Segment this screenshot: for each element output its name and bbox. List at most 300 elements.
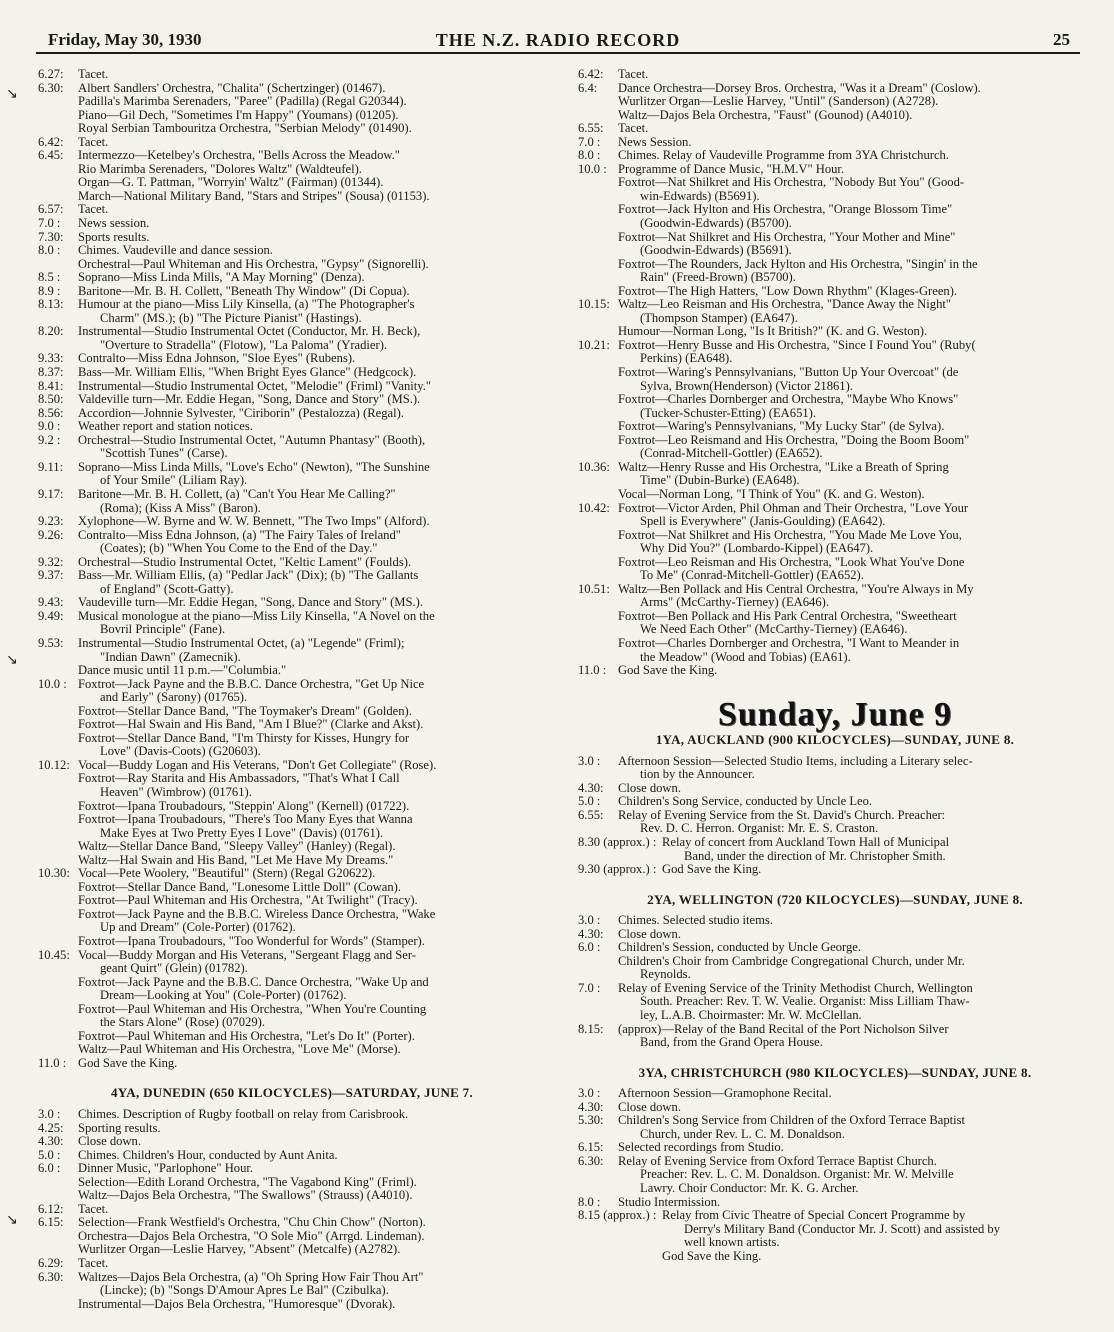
entry-time: 10.21:	[578, 337, 610, 352]
entry-time: 4.25:	[38, 1120, 64, 1135]
entry-line: Derry's Military Band (Conductor Mr. J. Scott) and assisted by	[684, 1222, 1001, 1236]
entry-body	[78, 488, 546, 515]
entry-line: Vocal—Buddy Morgan and His Veterans, "Sergeant Flagg and Ser-	[78, 948, 416, 962]
programme-entry	[38, 610, 546, 637]
entry-body	[78, 1057, 546, 1071]
entry-line: Baritone—Mr. B. H. Collett, (a) "Can't You Hear Me Calling?"	[78, 487, 396, 501]
entry-body	[78, 82, 546, 136]
programme-entry	[578, 809, 1092, 836]
entry-line: Bovril Principle" (Fane).	[100, 623, 226, 637]
entry-body	[618, 941, 1092, 982]
entry-line: Love" (Davis-Coots) (G20603).	[100, 745, 261, 759]
programme-entry	[578, 1196, 1092, 1210]
entry-time: 7.0 :	[38, 216, 61, 231]
entry-line: Foxtrot—Charles Dornberger and Orchestra, "I Want to Meander in	[618, 636, 960, 650]
programme-entry	[38, 231, 546, 245]
entry-line: Band, under the direction of Mr. Christopher Smith.	[684, 849, 946, 863]
entry-line: Foxtrot—Stellar Dance Band, "The Toymaker's Dream" (Golden).	[78, 704, 412, 718]
entry-line: Foxtrot—Charles Dornberger and Orchestra, "Maybe Who Knows"	[618, 393, 959, 407]
programme-entry	[38, 407, 546, 421]
entry-body	[78, 1108, 546, 1122]
entry-body	[78, 637, 546, 678]
entry-body	[618, 1196, 1092, 1210]
entry-line: Soprano—Miss Linda Mills, "Love's Echo" (Newton), "The Sunshine	[78, 460, 430, 474]
entry-body	[78, 1149, 546, 1163]
entry-line: Foxtrot—The Rounders, Jack Hylton and His Orchestra, "Singin' in the	[618, 257, 978, 271]
entry-body	[78, 610, 546, 637]
entry-line: "Overture to Stradella" (Flotow), "La Paloma" (Yradier).	[100, 338, 388, 352]
entry-line: To Me" (Conrad-Mitchell-Gottler) (EA652).	[640, 569, 864, 583]
entry-line: Close down.	[618, 927, 681, 941]
entry-line: Contralto—Miss Edna Johnson, (a) "The Fairy Tales of Ireland"	[78, 528, 401, 542]
programme-entry	[38, 556, 546, 570]
entry-line: Instrumental—Studio Instrumental Octet (Conductor, Mr. H. Beck),	[78, 325, 421, 339]
entry-line: Foxtrot—Jack Hylton and His Orchestra, "Orange Blossom Time"	[618, 203, 953, 217]
entry-line: Royal Serbian Tambouritza Orchestra, "Serbian Melody" (01490).	[78, 122, 412, 136]
programme-entry	[578, 795, 1092, 809]
entry-time: 8.30 (approx.) :	[578, 834, 657, 849]
entry-line: Tacet.	[618, 122, 649, 136]
margin-mark: ↘	[6, 652, 18, 668]
programme-entry	[578, 941, 1092, 982]
entry-line: Waltz—Hal Swain and His Band, "Let Me Have My Dreams."	[78, 853, 394, 867]
entry-line: Rain" (Freed-Brown) (B5700).	[640, 271, 796, 285]
entry-body	[78, 596, 546, 610]
programme-entry	[38, 1108, 546, 1122]
programme-entry	[38, 380, 546, 394]
entry-line: Foxtrot—The High Hatters, "Low Down Rhythm" (Klages-Green).	[618, 284, 958, 298]
entry-line: (Tucker-Schuster-Etting) (EA651).	[640, 406, 817, 420]
entry-line: Weather report and station notices.	[78, 420, 253, 434]
entry-line: Piano—Gil Dech, "Sometimes I'm Happy" (Youmans) (01205).	[78, 108, 399, 122]
programme-entry	[38, 1122, 546, 1136]
entry-time: 9.43:	[38, 595, 64, 610]
entry-body	[78, 136, 546, 150]
programme-entry	[578, 583, 1092, 664]
sunday-title: Sunday, June 9	[717, 695, 953, 733]
programme-entry	[38, 325, 546, 352]
entry-time: 6.15:	[578, 1140, 604, 1155]
entry-line: Perkins) (EA648).	[640, 352, 733, 366]
margin-mark: ↘	[6, 1212, 18, 1228]
entry-time: 8.9 :	[38, 283, 61, 298]
entry-line: Foxtrot—Stellar Dance Band, "I'm Thirsty for Kisses, Hungry for	[78, 731, 410, 745]
programme-entry	[38, 285, 546, 299]
entry-time: 8.56:	[38, 405, 64, 420]
entry-body	[618, 149, 1092, 163]
entry-line: Padilla's Marimba Serenaders, "Paree" (Padilla) (Regal G20344).	[78, 95, 407, 109]
entry-time: 6.0 :	[38, 1161, 61, 1176]
entry-line: Baritone—Mr. B. H. Collett, "Beneath Thy Window" (Di Copua).	[78, 284, 410, 298]
entry-time: 5.0 :	[38, 1147, 61, 1162]
entry-line: Afternoon Session—Selected Studio Items, including a Literary selec-	[618, 754, 973, 768]
entry-line: Band, from the Grand Opera House.	[640, 1036, 823, 1050]
entry-body	[78, 529, 546, 556]
entry-body	[78, 366, 546, 380]
entry-line: Relay from Civic Theatre of Special Concert Programme by	[662, 1209, 966, 1223]
programme-entry	[38, 569, 546, 596]
entry-line: "Scottish Tunes" (Carse).	[100, 447, 228, 461]
programme-entry	[38, 488, 546, 515]
entry-line: Foxtrot—Paul Whiteman and His Orchestra, "At Twilight" (Tracy).	[78, 894, 418, 908]
entry-body	[618, 583, 1092, 664]
entry-time: 10.15:	[578, 297, 610, 312]
programme-entry	[38, 596, 546, 610]
entry-line: the Stars Alone" (Rose) (07029).	[100, 1016, 265, 1030]
entry-time: 6.57:	[38, 202, 64, 217]
entry-line: Selected recordings from Studio.	[618, 1141, 784, 1155]
entry-time: 8.0 :	[578, 1194, 601, 1209]
entry-line: Reynolds.	[640, 968, 691, 982]
programme-entry	[578, 136, 1092, 150]
programme-entry	[578, 1141, 1092, 1155]
entry-line: win-Edwards) (B5691).	[640, 189, 760, 203]
programme-entry	[578, 836, 1092, 863]
programme-entry	[578, 664, 1092, 678]
entry-time: 8.5 :	[38, 270, 61, 285]
entry-line: Close down.	[618, 781, 681, 795]
entry-body	[78, 68, 546, 82]
entry-body	[662, 1209, 1092, 1263]
entry-body	[78, 1162, 546, 1203]
entry-time: 8.20:	[38, 324, 64, 339]
entry-body	[618, 339, 1092, 461]
programme-entry	[38, 136, 546, 150]
entry-time: 9.26:	[38, 527, 64, 542]
entry-line: Studio Intermission.	[618, 1195, 721, 1209]
entry-line: Dance Orchestra—Dorsey Bros. Orchestra, "Was it a Dream" (Coslow).	[618, 81, 981, 95]
entry-line: Church, under Rev. L. C. M. Donaldson.	[640, 1127, 845, 1141]
entry-line: Wurlitzer Organ—Leslie Harvey, "Until" (Sanderson) (A2728).	[618, 95, 939, 109]
entry-time: 10.0 :	[578, 161, 607, 176]
entry-line: (Lincke); (b) "Songs D'Amour Apres Le Bal" (Czibulka).	[100, 1284, 389, 1298]
entry-time: 6.30:	[38, 80, 64, 95]
entry-line: Heaven" (Wimbrow) (01761).	[100, 785, 252, 799]
entry-time: 5.0 :	[578, 794, 601, 809]
programme-entry	[578, 339, 1092, 461]
programme-entry	[38, 867, 546, 948]
programme-listing-christchurch	[578, 1087, 1092, 1263]
entry-line: We Need Each Other" (McCarthy-Tierney) (EA646).	[640, 623, 908, 637]
entry-time: 5.30:	[578, 1113, 604, 1128]
entry-time: 9.37:	[38, 568, 64, 583]
entry-line: Foxtrot—Nat Shilkret and His Orchestra, "Your Mother and Mine"	[618, 230, 956, 244]
entry-line: (Goodwin-Edwards) (B5691).	[640, 244, 792, 258]
entry-time: 10.45:	[38, 947, 70, 962]
entry-body	[78, 407, 546, 421]
entry-line: Relay of Evening Service from the St. David's Church. Preacher:	[618, 808, 946, 822]
programme-entry	[578, 1087, 1092, 1101]
entry-line: Foxtrot—Leo Reisman and His Orchestra, "Look What You've Done	[618, 555, 965, 569]
programme-entry	[578, 1209, 1092, 1263]
entry-line: Orchestral—Studio Instrumental Octet, "Keltic Lament" (Foulds).	[78, 555, 412, 569]
programme-entry	[38, 420, 546, 434]
programme-entry	[578, 1023, 1092, 1050]
entry-line: Foxtrot—Stellar Dance Band, "Lonesome Little Doll" (Cowan).	[78, 880, 401, 894]
entry-time: 9.32:	[38, 554, 64, 569]
entry-time: 3.0 :	[38, 1107, 61, 1122]
entry-line: Waltz—Dajos Bela Orchestra, "The Swallows" (Strauss) (A4010).	[78, 1189, 413, 1203]
entry-line: Time" (Dubin-Burke) (EA648).	[640, 474, 800, 488]
entry-line: tion by the Announcer.	[640, 768, 755, 782]
entry-body	[618, 298, 1092, 339]
entry-line: South. Preacher: Rev. T. W. Vealie. Organist: Miss Lilliam Thaw-	[640, 995, 970, 1009]
programme-entry	[38, 68, 546, 82]
entry-time: 6.42:	[578, 67, 604, 81]
entry-body	[78, 759, 546, 867]
entry-body	[618, 795, 1092, 809]
entry-line: Humour at the piano—Miss Lily Kinsella, (a) "The Photographer's	[78, 298, 415, 312]
entry-body	[618, 782, 1092, 796]
entry-line: Instrumental—Dajos Bela Orchestra, "Humoresque" (Dvorak).	[78, 1297, 396, 1311]
entry-time: 9.30 (approx.) :	[578, 862, 657, 877]
entry-line: Waltz—Leo Reisman and His Orchestra, "Dance Away the Night"	[618, 298, 952, 312]
entry-line: Foxtrot—Ipana Troubadours, "Too Wonderful for Words" (Stamper).	[78, 935, 425, 948]
programme-entry	[38, 366, 546, 380]
entry-line: Albert Sandlers' Orchestra, "Chalita" (Schertzinger) (01467).	[78, 81, 386, 95]
entry-line: (Goodwin-Edwards) (B5700).	[640, 217, 792, 231]
entry-line: Tacet.	[618, 68, 649, 81]
entry-body	[78, 420, 546, 434]
entry-time: 6.0 :	[578, 940, 601, 955]
entry-line: Chimes. Vaudeville and dance session.	[78, 244, 273, 258]
entry-time: 11.0 :	[38, 1055, 67, 1070]
entry-line: ley, L.A.B. Choirmaster: Mr. W. McClellan.	[640, 1009, 862, 1022]
entry-line: Orchestra—Dajos Bela Orchestra, "O Sole Mio" (Arrgd. Lindeman).	[78, 1229, 425, 1243]
entry-time: 9.17:	[38, 486, 64, 501]
entry-body	[618, 1101, 1092, 1115]
programme-entry	[38, 1162, 546, 1203]
entry-line: Foxtrot—Victor Arden, Phil Ohman and Their Orchestra, "Love Your	[618, 501, 969, 515]
entry-time: 7.0 :	[578, 980, 601, 995]
entry-body	[78, 461, 546, 488]
entry-time: 8.0 :	[38, 243, 61, 258]
entry-line: Orchestral—Studio Instrumental Octet, "Autumn Phantasy" (Booth),	[78, 433, 426, 447]
programme-entry	[38, 1257, 546, 1271]
entry-line: Selection—Frank Westfield's Orchestra, "Chu Chin Chow" (Norton).	[78, 1216, 426, 1230]
entry-line: Foxtrot—Paul Whiteman and His Orchestra, "When You're Counting	[78, 1002, 427, 1016]
entry-line: Accordion—Johnnie Sylvester, "Ciriborin" (Pestalozza) (Regal).	[78, 406, 404, 420]
entry-line: Soprano—Miss Linda Mills, "A May Morning" (Denza).	[78, 271, 365, 285]
programme-entry	[38, 434, 546, 461]
entry-body	[618, 163, 1092, 298]
programme-entry	[38, 678, 546, 759]
entry-line: and Early" (Sarony) (01765).	[100, 691, 248, 705]
entry-line: Tacet.	[78, 135, 109, 149]
entry-body	[78, 380, 546, 394]
programme-entry	[38, 461, 546, 488]
programme-entry	[578, 863, 1092, 877]
entry-time: 6.55:	[578, 807, 604, 822]
entry-time: 8.50:	[38, 392, 64, 407]
entry-body	[618, 1087, 1092, 1101]
entry-line: Foxtrot—Waring's Pennsylvanians, "My Lucky Star" (de Sylva).	[618, 420, 945, 434]
entry-line: March—National Military Band, "Stars and Stripes" (Sousa) (01153).	[78, 189, 430, 203]
entry-line: Musical monologue at the piano—Miss Lily Kinsella, "A Novel on the	[78, 609, 435, 623]
entry-line: Chimes. Children's Hour, conducted by Aunt Anita.	[78, 1148, 338, 1162]
entry-body	[618, 502, 1092, 583]
entry-line: Spell is Everywhere" (Janis-Goulding) (EA642).	[640, 515, 886, 529]
entry-body	[78, 1122, 546, 1136]
programme-entry	[578, 122, 1092, 136]
entry-body	[78, 867, 546, 948]
programme-entry	[578, 782, 1092, 796]
entry-time: 10.51:	[578, 581, 610, 596]
entry-line: Foxtrot—Ben Pollack and His Park Central Orchestra, "Sweetheart	[618, 609, 957, 623]
entry-line: Close down.	[618, 1100, 681, 1114]
entry-body	[78, 1271, 546, 1312]
programme-entry	[578, 502, 1092, 583]
programme-entry	[38, 949, 546, 1057]
entry-time: 9.33:	[38, 351, 64, 366]
programme-entry	[578, 163, 1092, 298]
page-header	[36, 28, 1080, 54]
entry-time: 9.53:	[38, 635, 64, 650]
entry-line: Bass—Mr. William Ellis, "When Bright Eyes Glance" (Hedgcock).	[78, 366, 417, 380]
entry-body	[618, 1023, 1092, 1050]
entry-line: Preacher: Rev. L. C. M. Donaldson. Organist: Mr. W. Melville	[640, 1168, 954, 1182]
entry-line: Intermezzo—Ketelbey's Orchestra, "Bells Across the Meadow."	[78, 149, 400, 163]
entry-time: 9.0 :	[38, 419, 61, 434]
entry-time: 6.4:	[578, 80, 598, 95]
entry-line: Foxtrot—Nat Shilkret and His Orchestra, "You Made Me Love You,	[618, 528, 962, 542]
programme-entry	[38, 529, 546, 556]
entry-line: Waltz—Henry Russe and His Orchestra, "Like a Breath of Spring	[618, 460, 949, 474]
entry-line: Organ—G. T. Pattman, "Worryin' Waltz" (Fairman) (01344).	[78, 176, 384, 190]
entry-line: Sporting results.	[78, 1121, 161, 1135]
entry-time: 4.30:	[578, 926, 604, 941]
entry-line: of Your Smile" (Liliam Ray).	[100, 474, 248, 488]
entry-body	[78, 231, 546, 245]
entry-line: Foxtrot—Nat Shilkret and His Orchestra, "Nobody But You" (Good-	[618, 176, 965, 190]
section-heading-wellington: 2YA, WELLINGTON (720 KILOCYCLES)—SUNDAY, JUNE 8.	[647, 891, 1023, 907]
entry-time: 4.30:	[578, 780, 604, 795]
entry-time: 10.42:	[578, 500, 610, 515]
entry-line: Up and Dream" (Cole-Porter) (01762).	[100, 921, 296, 935]
entry-line: Rev. D. C. Herron. Organist: Mr. E. S. Craston.	[640, 822, 879, 836]
entry-body	[78, 244, 546, 271]
entry-body	[78, 285, 546, 299]
entry-line: Tacet.	[78, 1257, 109, 1271]
programme-listing	[578, 68, 1092, 678]
entry-body	[618, 136, 1092, 150]
entry-line: Sylva, Brown(Henderson) (Victor 21861).	[640, 379, 853, 393]
entry-line: News session.	[78, 217, 150, 231]
entry-body	[78, 949, 546, 1057]
entry-line: Rio Marimba Serenaders, "Dolores Waltz" (Waldteufel).	[78, 162, 362, 176]
entry-line: Selection—Edith Lorand Orchestra, "The Vagabond King" (Friml).	[78, 1175, 417, 1189]
entry-line: Children's Session, conducted by Uncle George.	[618, 941, 862, 955]
entry-time: 6.12:	[38, 1201, 64, 1216]
entry-line: Sports results.	[78, 230, 150, 244]
entry-time: 10.0 :	[38, 676, 67, 691]
entry-body	[618, 982, 1092, 1023]
programme-entry	[38, 298, 546, 325]
entry-line: News Session.	[618, 135, 692, 149]
entry-line: Lawry. Choir Conductor: Mr. K. G. Archer.	[640, 1182, 859, 1196]
programme-entry	[38, 1149, 546, 1163]
entry-body	[78, 393, 546, 407]
programme-entry	[578, 755, 1092, 782]
entry-time: 11.0 :	[578, 663, 607, 678]
entry-line: Foxtrot—Ray Starita and His Ambassadors, "That's What I Call	[78, 772, 400, 786]
programme-entry	[578, 982, 1092, 1023]
programme-entry	[38, 82, 546, 136]
entry-body	[78, 217, 546, 231]
programme-listing-auckland	[578, 755, 1092, 877]
entry-body	[78, 434, 546, 461]
entry-line: Make Eyes at Two Pretty Eyes I Love" (Davis) (01761).	[100, 826, 384, 840]
entry-line: Arms" (McCarthy-Tierney) (EA646).	[640, 596, 829, 610]
programme-entry	[38, 1203, 546, 1217]
margin-mark: ↘	[6, 86, 18, 102]
entry-time: 6.30:	[578, 1153, 604, 1168]
entry-body	[618, 1114, 1092, 1141]
entry-line: the Meadow" (Wood and Tobias) (EA61).	[640, 650, 851, 664]
entry-body	[78, 352, 546, 366]
entry-line: Children's Song Service, conducted by Uncle Leo.	[618, 795, 873, 809]
entry-body	[618, 664, 1092, 678]
programme-listing-dunedin	[38, 1108, 546, 1311]
entry-body	[618, 461, 1092, 502]
entry-line: Waltz—Stellar Dance Band, "Sleepy Valley" (Hanley) (Regal).	[78, 840, 396, 854]
entry-time: 6.42:	[38, 134, 64, 149]
programme-entry	[578, 1114, 1092, 1141]
programme-entry	[578, 1155, 1092, 1196]
entry-line: God Save the King.	[78, 1056, 178, 1070]
page-number: 25	[1053, 30, 1070, 49]
entry-line: Foxtrot—Hal Swain and His Band, "Am I Blue?" (Clarke and Akst).	[78, 718, 424, 732]
left-column	[38, 68, 546, 1311]
programme-entry	[38, 244, 546, 271]
entry-line: Tacet.	[78, 203, 109, 217]
entry-line: Foxtrot—Ipana Troubadours, "Steppin' Along" (Kernell) (01722).	[78, 799, 410, 813]
entry-time: 3.0 :	[578, 1086, 601, 1101]
entry-body	[618, 755, 1092, 782]
entry-line: Foxtrot—Leo Reismand and His Orchestra, "Doing the Boom Boom"	[618, 433, 970, 447]
entry-line: Foxtrot—Henry Busse and His Orchestra, "Since I Found You" (Ruby(	[618, 338, 976, 352]
entry-line: Why Did You?" (Lombardo-Kippel) (EA647).	[640, 542, 874, 556]
programme-listing-wellington	[578, 914, 1092, 1049]
entry-body	[618, 928, 1092, 942]
entry-body	[618, 122, 1092, 136]
entry-line: Foxtrot—Jack Payne and the B.B.C. Dance Orchestra, "Get Up Nice	[78, 677, 425, 691]
programme-entry	[578, 68, 1092, 82]
entry-time: 8.15 (approx.) :	[578, 1208, 657, 1223]
entry-line: Relay of Evening Service of the Trinity Methodist Church, Wellington	[618, 981, 973, 995]
entry-time: 9.49:	[38, 608, 64, 623]
programme-entry	[38, 203, 546, 217]
entry-time: 4.30:	[38, 1134, 64, 1149]
programme-entry	[578, 82, 1092, 123]
entry-line: Dinner Music, "Parlophone" Hour.	[78, 1162, 254, 1176]
section-heading-christchurch: 3YA, CHRISTCHURCH (980 KILOCYCLES)—SUNDAY, JUNE 8.	[638, 1064, 1032, 1080]
entry-line: Wurlitzer Organ—Leslie Harvey, "Absent" (Metcalfe) (A2782).	[78, 1243, 401, 1257]
programme-entry	[578, 1101, 1092, 1115]
programme-entry	[38, 515, 546, 529]
entry-line: Dream—Looking at You" (Cole-Porter) (01762).	[100, 989, 347, 1003]
publication-title: THE N.Z. RADIO RECORD	[435, 30, 681, 50]
entry-line: Waltzes—Dajos Bela Orchestra, (a) "Oh Spring How Fair Thou Art"	[78, 1270, 424, 1284]
entry-line: Vaudeville turn—Mr. Eddie Hegan, "Song, Dance and Story" (MS.).	[78, 596, 424, 610]
entry-line: Charm" (MS.); (b) "The Picture Pianist" (Hastings).	[100, 311, 362, 325]
entry-line: Valdeville turn—Mr. Eddie Hegan, "Song, Dance and Story" (MS.).	[78, 393, 421, 407]
entry-time: 6.29:	[38, 1256, 64, 1271]
entry-body	[78, 149, 546, 203]
entry-line: Chimes. Description of Rugby football on relay from Carisbrook.	[78, 1108, 409, 1122]
entry-time: 8.0 :	[578, 148, 601, 163]
entry-time: 6.45:	[38, 148, 64, 163]
